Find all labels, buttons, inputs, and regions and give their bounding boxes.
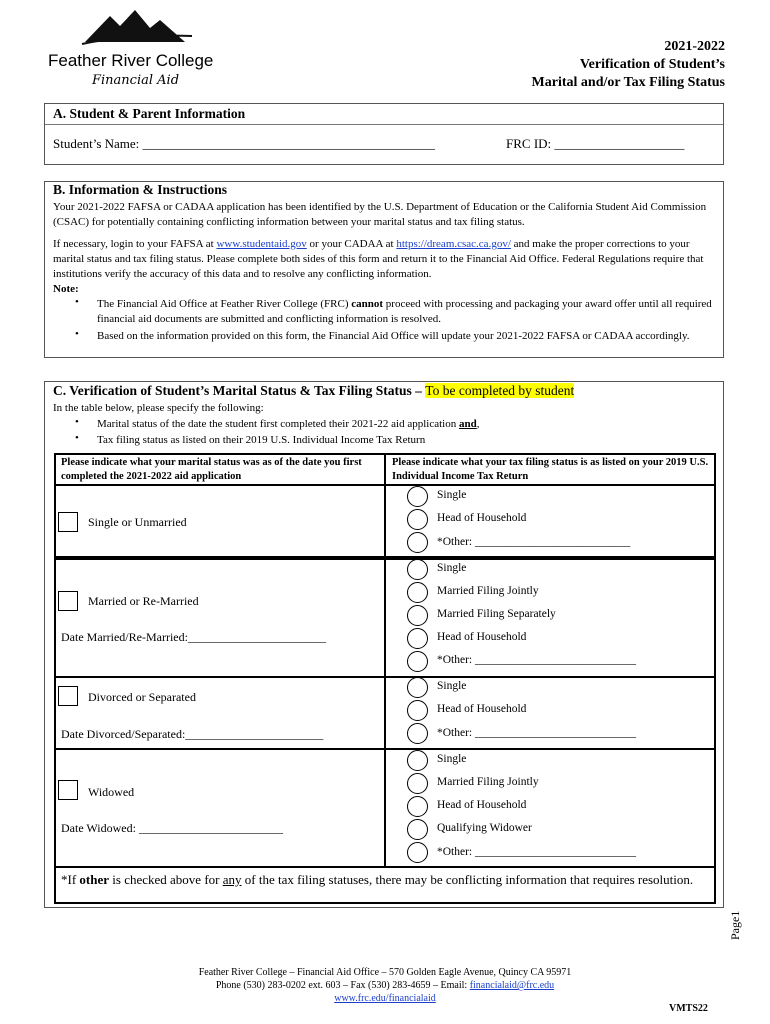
section-c-bullet-2: Tax filing status as listed on their 2019 U.S. Individual Income Tax Return xyxy=(97,434,426,446)
r3-other-radio[interactable] xyxy=(407,723,428,744)
section-c-title xyxy=(45,382,723,401)
r2-other-radio[interactable] xyxy=(407,651,428,672)
form-header xyxy=(532,38,725,92)
bullet-icon: • xyxy=(75,296,79,308)
single-unmarried-label: Single or Unmarried xyxy=(88,515,187,529)
r3-other-label[interactable]: *Other: ____________________________ xyxy=(437,727,637,739)
page-footer xyxy=(0,966,770,1005)
section-c-bullet-1: Marital status of the date the student first completed their 2021-22 aid application and, xyxy=(97,418,480,430)
dream-link[interactable]: https://dream.csac.ca.gov/ xyxy=(396,238,511,250)
r1-other-label[interactable]: *Other: ___________________________ xyxy=(437,536,631,548)
footnote-text xyxy=(61,872,701,888)
section-a xyxy=(44,103,724,165)
form-title-line2: Marital and/or Tax Filing Status xyxy=(531,75,725,90)
r4-mfj-radio[interactable] xyxy=(407,773,428,794)
c-b1-text: Marital status of the date the student first completed their 2021-22 aid application xyxy=(97,418,459,430)
r3-hoh-radio[interactable] xyxy=(407,700,428,721)
bullet-icon: • xyxy=(75,416,79,428)
married-label: Married or Re-Married xyxy=(88,594,199,608)
widowed-date-field[interactable]: Date Widowed: ________________________ xyxy=(61,821,283,835)
section-c-highlight: To be completed by student xyxy=(425,383,575,398)
form-title-line1: Verification of Student’s xyxy=(579,57,725,72)
r4-single-radio[interactable] xyxy=(407,750,428,771)
foot-c: of the tax filing statuses, there may be conflicting information that requires resolution. xyxy=(241,872,694,887)
r1-hoh-radio[interactable] xyxy=(407,509,428,530)
r1-single-label: Single xyxy=(437,489,467,501)
r4-other-label[interactable]: *Other: ____________________________ xyxy=(437,846,637,858)
foot-any: any xyxy=(222,872,242,887)
widowed-label: Widowed xyxy=(88,785,135,799)
section-c-intro: In the table below, please specify the following: xyxy=(53,402,264,414)
footer-contact xyxy=(0,979,770,992)
p2-text-b: or your CADAA at xyxy=(306,238,397,250)
footnote-row xyxy=(54,866,716,904)
married-checkbox[interactable] xyxy=(58,591,78,611)
r4-other-radio[interactable] xyxy=(407,842,428,863)
widowed-checkbox[interactable] xyxy=(58,780,78,800)
form-year: 2021-2022 xyxy=(664,39,725,54)
instructions-paragraph-1: Your 2021-2022 FAFSA or CADAA application has been identified by the U.S. Department of Education or the California Student Aid Commission (CSAC) for potentially containing conflicting information between your marital status and tax filing status. xyxy=(53,201,707,228)
foot-a: *If xyxy=(61,872,80,887)
table-header-row xyxy=(54,453,716,486)
b1-text-b: proceed with processing and packaging your award offer until all required financial aid documents are submitted and conflicting information is resolved. xyxy=(97,298,712,325)
r4-hoh-label: Head of Household xyxy=(437,799,527,811)
column-divider xyxy=(384,678,386,748)
r1-single-radio[interactable] xyxy=(407,486,428,507)
footer-email-link[interactable]: financialaid@frc.edu xyxy=(469,980,555,991)
r4-qw-label: Qualifying Widower xyxy=(437,822,532,834)
divorced-label: Divorced or Separated xyxy=(88,690,196,704)
page-number: Page1 xyxy=(728,910,742,940)
r4-mfj-label: Married Filing Jointly xyxy=(437,776,539,788)
single-unmarried-checkbox[interactable] xyxy=(58,512,78,532)
r3-hoh-label: Head of Household xyxy=(437,703,527,715)
section-c-title-text: C. Verification of Student’s Marital Status & Tax Filing Status – xyxy=(53,383,426,398)
foot-b: is checked above for xyxy=(109,872,223,887)
married-date-field[interactable]: Date Married/Re-Married:_______________________ xyxy=(61,630,326,644)
note-bullet-1 xyxy=(97,297,719,327)
r2-mfj-label: Married Filing Jointly xyxy=(437,585,539,597)
foot-other: other xyxy=(79,872,110,887)
college-logo xyxy=(48,6,218,88)
r2-mfj-radio[interactable] xyxy=(407,582,428,603)
footer-phone: Phone (530) 283-0202 ext. 603 – Fax (530) 283-4659 – Email: xyxy=(215,980,470,991)
column-divider xyxy=(384,455,386,484)
p2-text-c: and make the proper corrections to your marital status and tax filing status. Please complete both sides of this form and return it to the Financial Aid Office. Federal Regulations require that institutions verify the accuracy of this data and to resolve any conflicting information. xyxy=(53,238,704,280)
studentaid-link[interactable]: www.studentaid.gov xyxy=(216,238,307,250)
col2-header: Please indicate what your tax filing status is as listed on your 2019 U.S. Individual Income Tax Return xyxy=(392,457,709,482)
footer-website-link[interactable]: www.frc.edu/financialaid xyxy=(334,993,436,1004)
note-label: Note: xyxy=(53,283,79,295)
divorced-date-field[interactable]: Date Divorced/Separated:_______________________ xyxy=(61,727,324,741)
form-code: VMTS22 xyxy=(669,1003,708,1014)
b1-cannot: cannot xyxy=(351,298,384,310)
section-b xyxy=(44,181,724,358)
frc-id-field[interactable]: FRC ID: ____________________ xyxy=(506,136,685,151)
r4-qw-radio[interactable] xyxy=(407,819,428,840)
col1-header: Please indicate what your marital status was as of the date you first completed the 2021-2022 aid application xyxy=(61,457,362,482)
college-name: Feather River College xyxy=(48,51,214,70)
r2-mfs-label: Married Filing Separately xyxy=(437,608,556,620)
instructions-paragraph-2 xyxy=(53,237,718,282)
section-a-title: A. Student & Parent Information xyxy=(45,104,723,125)
r2-other-label[interactable]: *Other: ____________________________ xyxy=(437,654,637,666)
r2-single-radio[interactable] xyxy=(407,559,428,580)
footer-address: Feather River College – Financial Aid Office – 570 Golden Eagle Avenue, Quincy CA 95971 xyxy=(198,967,572,978)
bullet-icon: • xyxy=(75,328,79,340)
p2-text-a: If necessary, login to your FAFSA at xyxy=(53,238,217,250)
b1-text-a: The Financial Aid Office at Feather River College (FRC) xyxy=(97,298,352,310)
r3-single-radio[interactable] xyxy=(407,677,428,698)
column-divider xyxy=(384,560,386,676)
r1-hoh-label: Head of Household xyxy=(437,512,527,524)
c-b1-and: and xyxy=(459,418,477,430)
mountain-logo-icon xyxy=(80,6,200,46)
r4-single-label: Single xyxy=(437,753,467,765)
note-bullet-2: Based on the information provided on this form, the Financial Aid Office will update your 2021-2022 FAFSA or CADAA accordingly. xyxy=(97,330,690,342)
student-name-field[interactable]: Student’s Name: _____________________________________________ xyxy=(53,136,436,151)
college-subtitle: Financial Aid xyxy=(92,73,180,88)
r1-other-radio[interactable] xyxy=(407,532,428,553)
section-b-title: B. Information & Instructions xyxy=(53,182,228,197)
divorced-checkbox[interactable] xyxy=(58,686,78,706)
r2-hoh-label: Head of Household xyxy=(437,631,527,643)
r2-single-label: Single xyxy=(437,562,467,574)
r2-mfs-radio[interactable] xyxy=(407,605,428,626)
r4-hoh-radio[interactable] xyxy=(407,796,428,817)
column-divider xyxy=(384,750,386,866)
column-divider xyxy=(384,484,386,556)
bullet-icon: • xyxy=(75,432,79,444)
r2-hoh-radio[interactable] xyxy=(407,628,428,649)
r3-single-label: Single xyxy=(437,680,467,692)
